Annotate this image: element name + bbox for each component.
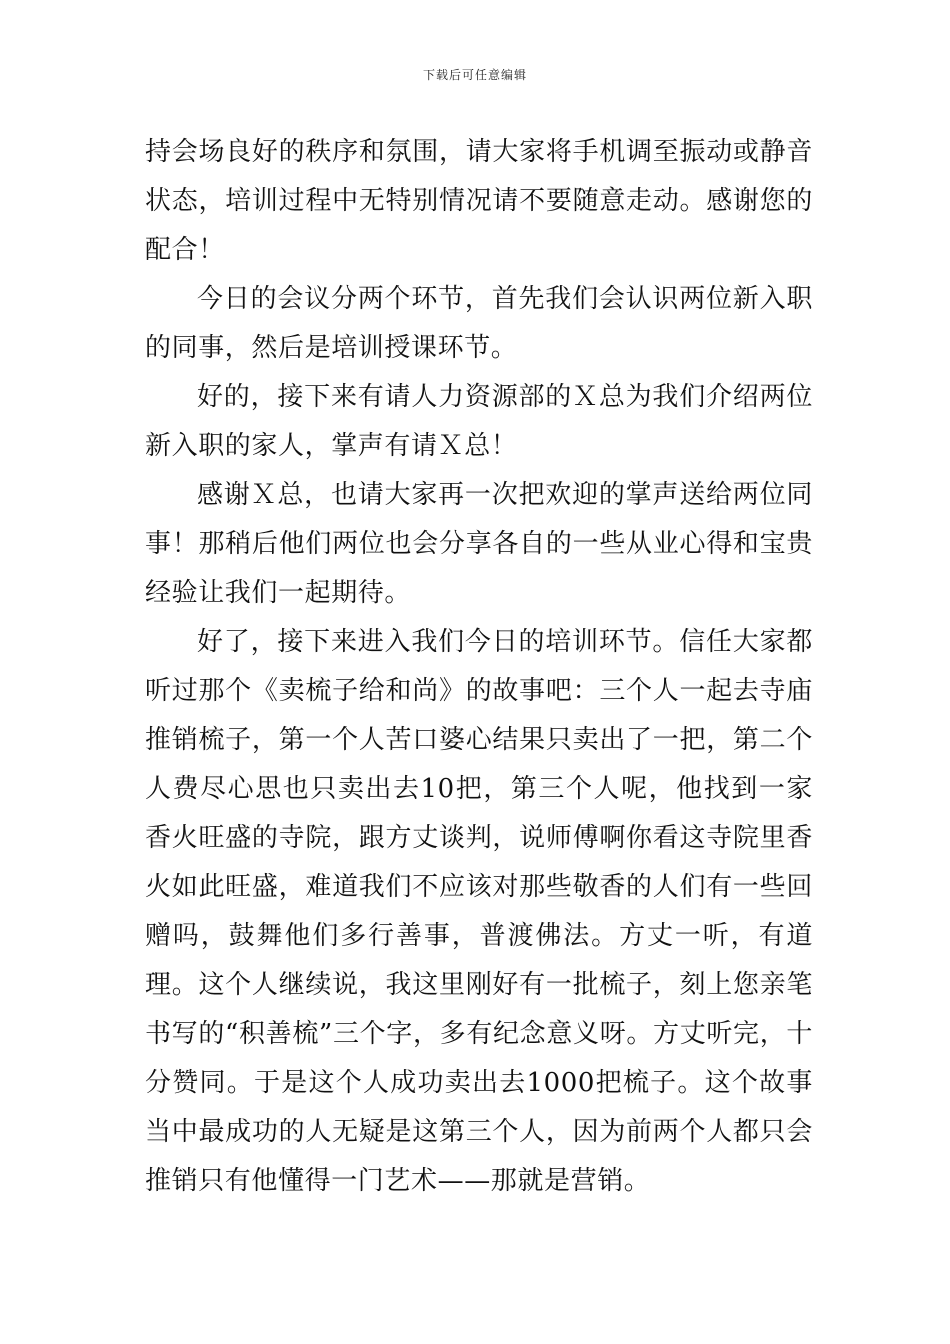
paragraph-comb-story: 好了，接下来进入我们今日的培训环节。信任大家都听过那个《卖梳子给和尚》的故事吧：三个人一起去寺庙推销梳子，第一个人苦口婆心结果只卖出了一把，第二个人费尽心思也只卖出去10把，第三个人呢，他找到一家香火旺盛的寺院，跟方丈谈判，说师傅啊你看这寺院里香火如此旺盛，难道我们不应该对那些敬香的人们有一些回赠吗，鼓舞他们多行善事，普渡佛法。方丈一听，有道理。这个人继续说，我这里刚好有一批梳子，刻上您亲笔书写的“积善梳”三个字，多有纪念意义呀。方丈听完，十分赞同。于是这个人成功卖出去1000把梳子。这个故事当中最成功的人无疑是这第三个人，因为前两个人都只会推销只有他懂得一门艺术——那就是营销。 (145, 627, 813, 1196)
paragraph-hr-introduction: 好的，接下来有请人力资源部的Ｘ总为我们介绍两位新入职的家人，掌声有请Ｘ总！ (145, 382, 813, 461)
paragraph-thanks: 感谢Ｘ总，也请大家再一次把欢迎的掌声送给两位同事！那稍后他们两位也会分享各自的一些从业心得和宝贵经验让我们一起期待。 (145, 480, 813, 608)
paragraph-meeting-agenda: 今日的会议分两个环节，首先我们会认识两位新入职的同事，然后是培训授课环节。 (145, 284, 813, 363)
page-header-note: 下载后可任意编辑 (422, 68, 527, 82)
paragraph-continuation: 持会场良好的秩序和氛围，请大家将手机调至振动或静音状态，培训过程中无特别情况请不要随意走动。感谢您的配合！ (145, 137, 813, 265)
document-body (145, 128, 813, 1206)
